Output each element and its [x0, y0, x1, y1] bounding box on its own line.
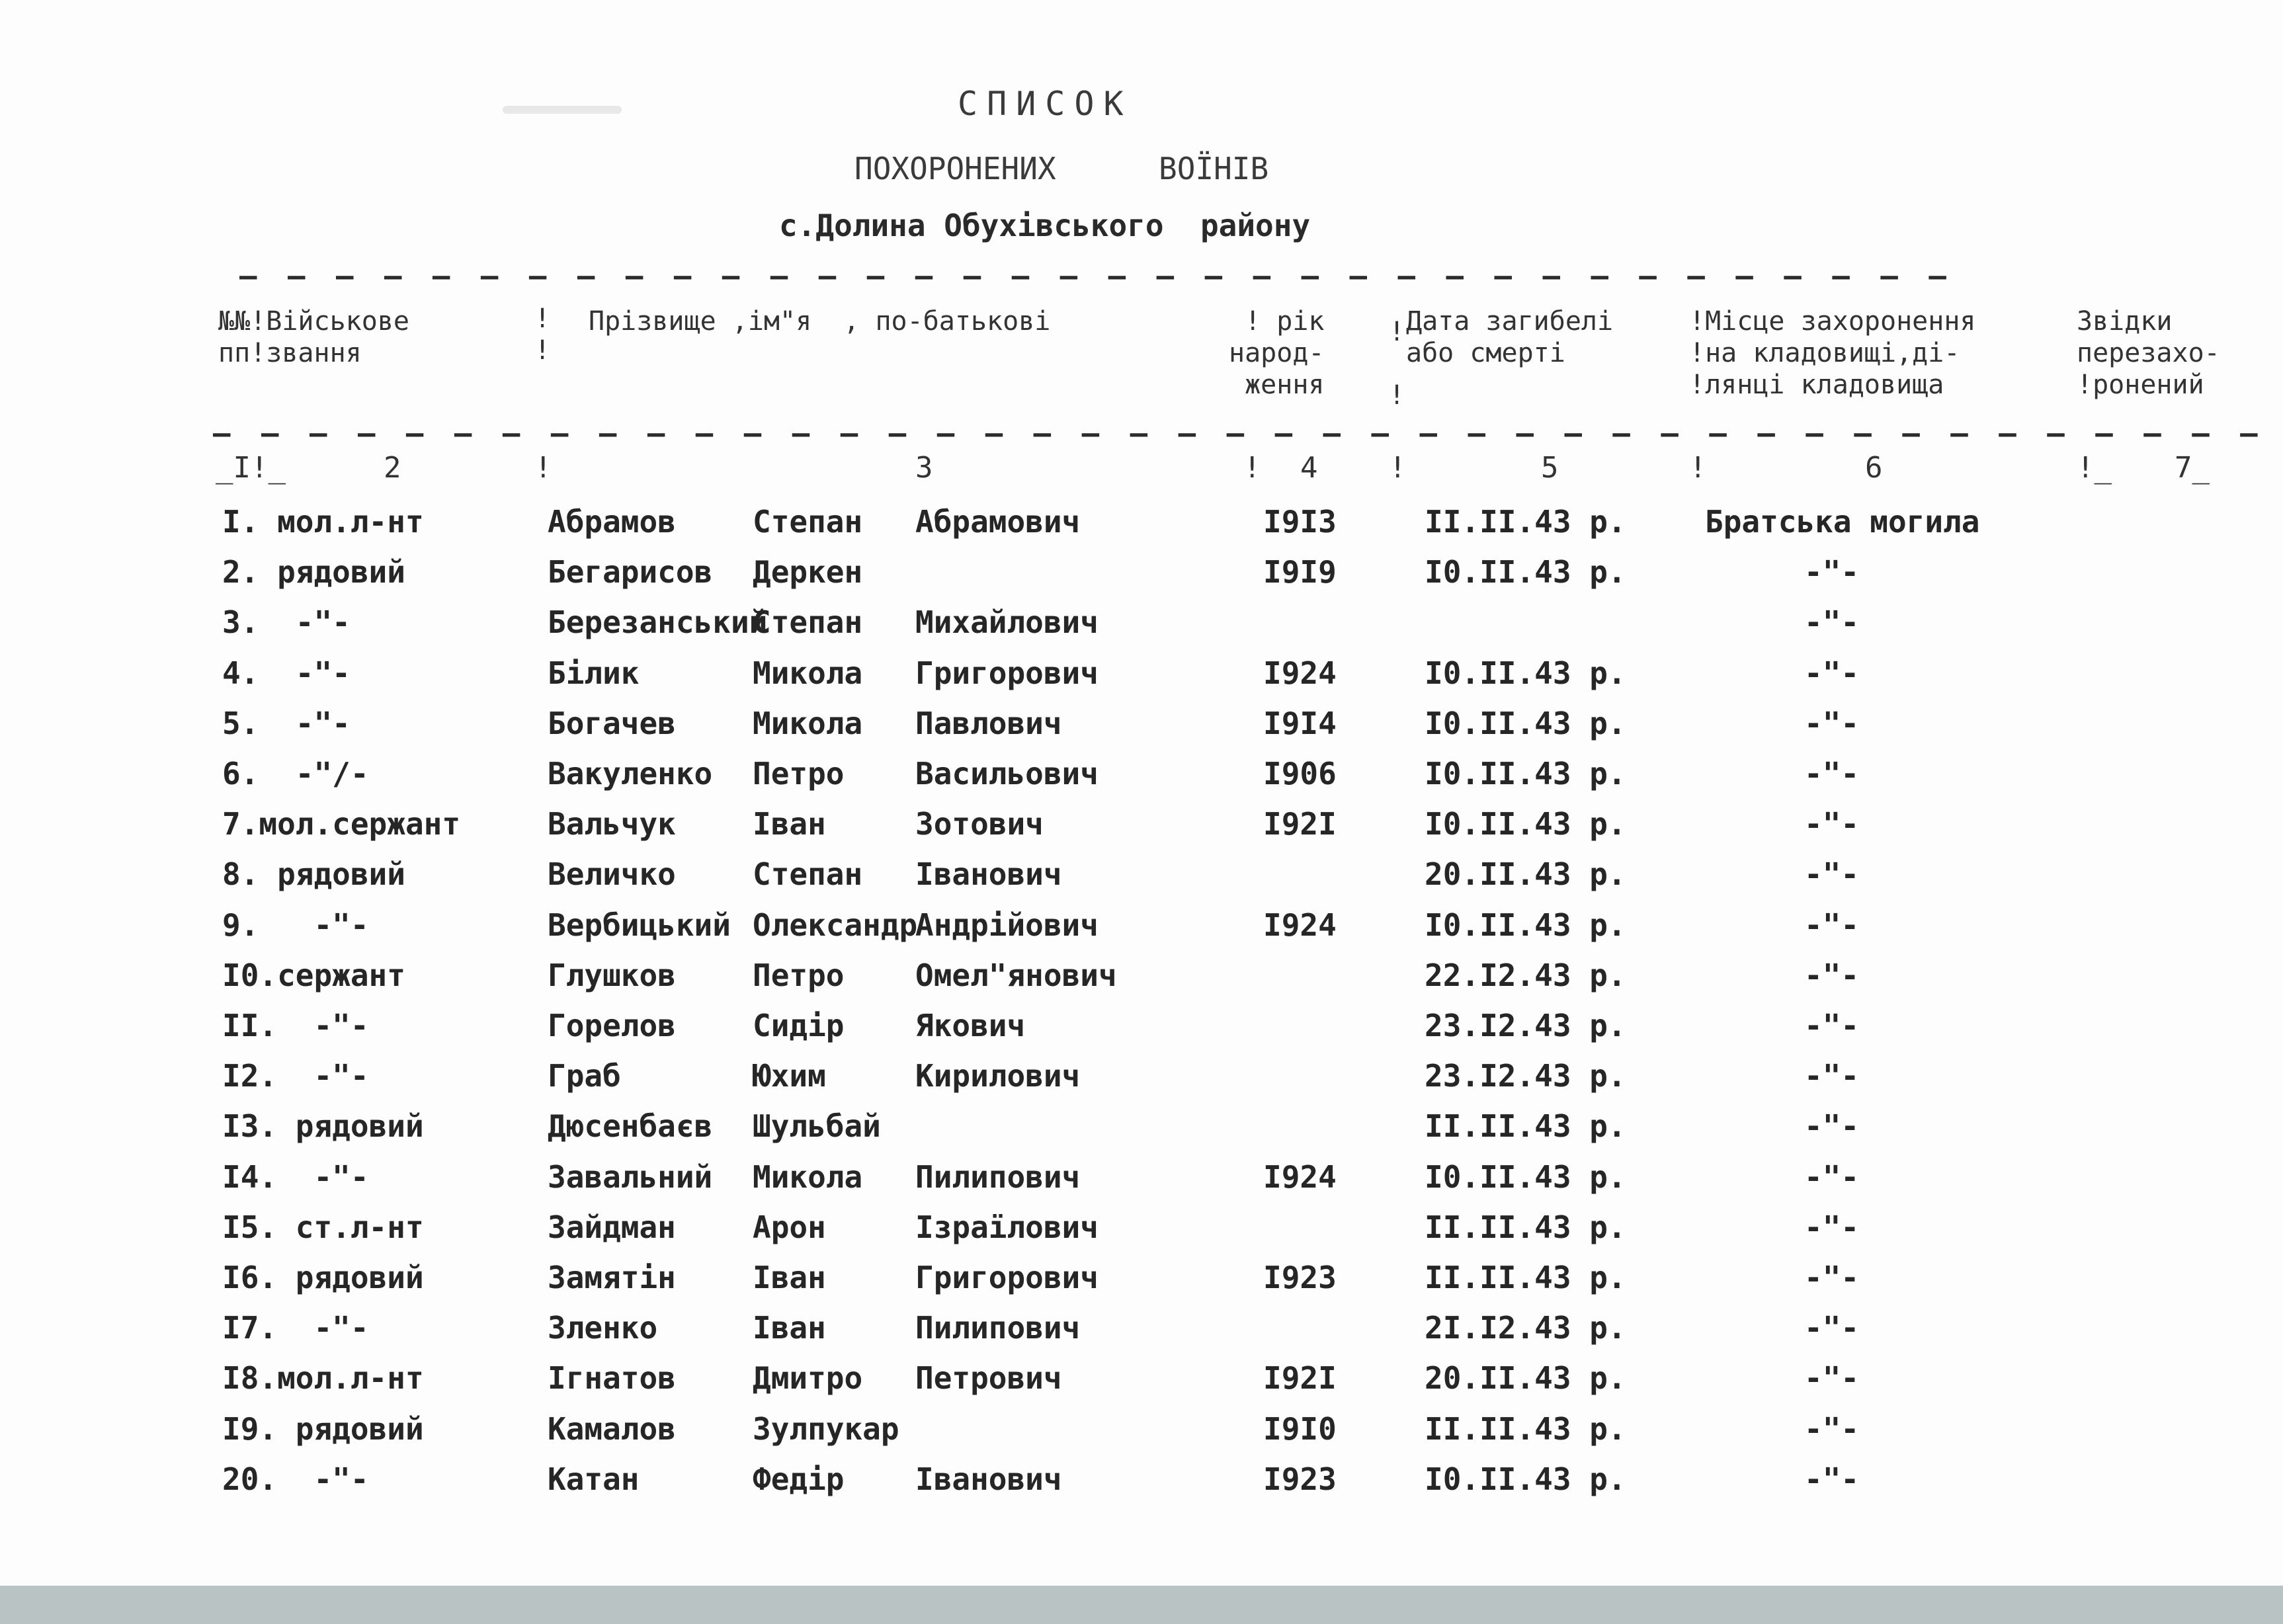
col-number-4: 4 — [1300, 451, 1318, 485]
col-number-5: 5 — [1541, 451, 1559, 485]
row-first-name: Степан — [753, 504, 863, 540]
row-number-rank: 6. -"/- — [222, 756, 369, 792]
row-number-rank: 7.мол.сержант — [222, 806, 461, 842]
row-burial-place: -"- — [1804, 655, 1860, 691]
row-number-rank: 2. рядовий — [222, 554, 405, 590]
header-number-rank: №№!Військове пп!звання — [218, 306, 409, 368]
row-first-name: Степан — [753, 856, 863, 892]
col-number-3: 3 — [915, 451, 933, 485]
row-patronymic: Якович — [915, 1008, 1026, 1043]
row-first-name: Іван — [753, 1310, 826, 1346]
row-first-name: Микола — [753, 706, 863, 741]
row-first-name: Степан — [753, 604, 863, 640]
row-surname: Величко — [548, 856, 676, 892]
row-surname: Вальчук — [548, 806, 676, 842]
row-death-date: II.II.43 р. — [1425, 504, 1626, 540]
row-death-date: I0.II.43 р. — [1425, 756, 1626, 792]
row-death-date: 23.I2.43 р. — [1425, 1058, 1626, 1094]
row-burial-place: -"- — [1804, 1108, 1860, 1144]
header-reburied-from: Звідки перезахо- !ронений — [2077, 306, 2220, 400]
row-burial-place: -"- — [1804, 1209, 1860, 1245]
row-patronymic: Васильович — [915, 756, 1099, 792]
row-burial-place: -"- — [1804, 604, 1860, 640]
row-death-date: 22.I2.43 р. — [1425, 957, 1626, 993]
row-death-date: I0.II.43 р. — [1425, 1461, 1626, 1497]
row-first-name: Шульбай — [753, 1108, 881, 1144]
row-death-date: II.II.43 р. — [1425, 1260, 1626, 1295]
row-death-date: II.II.43 р. — [1425, 1411, 1626, 1447]
col-number-2: 2 — [384, 451, 401, 485]
row-death-date: II.II.43 р. — [1425, 1209, 1626, 1245]
header-separator-1: ! ! — [534, 304, 551, 366]
row-first-name: Дмитро — [753, 1360, 863, 1396]
row-death-date: I0.II.43 р. — [1425, 907, 1626, 943]
row-surname: Глушков — [548, 957, 676, 993]
row-surname: Дюсенбаєв — [548, 1108, 713, 1144]
row-surname: Граб — [548, 1058, 621, 1094]
row-surname: Абрамов — [548, 504, 676, 540]
row-birth-year: I9I3 — [1263, 504, 1337, 540]
row-patronymic: Григорович — [915, 1260, 1099, 1295]
row-surname: Горелов — [548, 1008, 676, 1043]
header-separator-2: ! ! — [1389, 317, 1405, 411]
row-number-rank: I. мол.л-нт — [222, 504, 424, 540]
row-burial-place: -"- — [1804, 1159, 1860, 1195]
row-number-rank: I3. рядовий — [222, 1108, 424, 1144]
row-burial-place: -"- — [1804, 554, 1860, 590]
row-patronymic: Пилипович — [915, 1310, 1081, 1346]
row-first-name: Федір — [753, 1461, 845, 1497]
row-first-name: Деркен — [753, 554, 863, 590]
row-patronymic: Іванович — [915, 856, 1062, 892]
row-number-rank: I5. ст.л-нт — [222, 1209, 424, 1245]
row-death-date: I0.II.43 р. — [1425, 706, 1626, 741]
col-separator-5: ! — [1689, 451, 1707, 485]
row-patronymic: Ізраїлович — [915, 1209, 1099, 1245]
row-death-date: I0.II.43 р. — [1425, 554, 1626, 590]
row-number-rank: 4. -"- — [222, 655, 351, 691]
row-number-rank: 9. -"- — [222, 907, 369, 943]
col-number-7: 7_ — [2175, 451, 2210, 485]
row-death-date: I0.II.43 р. — [1425, 806, 1626, 842]
header-burial-place: !Місце захоронення !на кладовищі,ді- !лянці кладовища — [1689, 306, 1976, 400]
place-line: с.Долина Обухівського району — [779, 208, 1311, 243]
row-surname: Зленко — [548, 1310, 658, 1346]
row-birth-year: I9I4 — [1263, 706, 1337, 741]
row-first-name: Іван — [753, 1260, 826, 1295]
row-surname: Зайдман — [548, 1209, 676, 1245]
scanner-edge — [0, 1586, 2283, 1624]
row-surname: Ігнатов — [548, 1360, 676, 1396]
row-number-rank: 8. рядовий — [222, 856, 405, 892]
row-patronymic: Іванович — [915, 1461, 1062, 1497]
row-death-date: 20.II.43 р. — [1425, 856, 1626, 892]
row-first-name: Олександр — [753, 907, 918, 943]
row-death-date: 2I.I2.43 р. — [1425, 1310, 1626, 1346]
row-death-date: 20.II.43 р. — [1425, 1360, 1626, 1396]
row-number-rank: I0.сержант — [222, 957, 405, 993]
row-burial-place: Братська могила — [1705, 504, 1980, 540]
row-patronymic: Петрович — [915, 1360, 1062, 1396]
row-death-date: I0.II.43 р. — [1425, 1159, 1626, 1195]
col-separator-6: !_ — [2077, 451, 2112, 485]
row-patronymic: Пилипович — [915, 1159, 1081, 1195]
ink-smudge — [503, 106, 622, 114]
header-rule-top: — — — — — — — — — — — — — — — — — — — — — — — — — — — — — — — — — — — — — [239, 259, 1953, 293]
row-number-rank: 5. -"- — [222, 706, 351, 741]
row-surname: Білик — [548, 655, 640, 691]
row-patronymic: Андрійович — [915, 907, 1099, 943]
col-separator-3: ! — [1243, 451, 1261, 485]
row-patronymic: Павлович — [915, 706, 1062, 741]
row-surname: Катан — [548, 1461, 640, 1497]
row-burial-place: -"- — [1804, 756, 1860, 792]
subtitle-left: ПОХОРОНЕНИХ — [854, 151, 1056, 186]
row-death-date: 23.I2.43 р. — [1425, 1008, 1626, 1043]
row-burial-place: -"- — [1804, 957, 1860, 993]
row-birth-year: I924 — [1263, 1159, 1337, 1195]
row-surname: Вакуленко — [548, 756, 713, 792]
row-death-date: II.II.43 р. — [1425, 1108, 1626, 1144]
row-surname: Камалов — [548, 1411, 676, 1447]
row-surname: Бегарисов — [548, 554, 713, 590]
row-burial-place: -"- — [1804, 856, 1860, 892]
row-first-name: Юхим — [753, 1058, 826, 1094]
row-number-rank: I9. рядовий — [222, 1411, 424, 1447]
header-rule-bottom: — — — — — — — — — — — — — — — — — — — — — — — — — — — — — — — — — — — — — — — — — — — — [213, 417, 2264, 450]
header-death-date: Дата загибелі або смерті — [1406, 306, 1614, 368]
row-number-rank: I4. -"- — [222, 1159, 369, 1195]
row-burial-place: -"- — [1804, 1058, 1860, 1094]
row-burial-place: -"- — [1804, 1411, 1860, 1447]
row-birth-year: I92I — [1263, 1360, 1337, 1396]
header-birth-year: ! рік народ- ження — [1229, 306, 1325, 400]
row-death-date: I0.II.43 р. — [1425, 655, 1626, 691]
row-birth-year: I906 — [1263, 756, 1337, 792]
col-separator-2: ! — [534, 451, 552, 485]
row-surname: Вербицький — [548, 907, 731, 943]
row-birth-year: I923 — [1263, 1461, 1337, 1497]
col-separator-4: ! — [1389, 451, 1407, 485]
row-birth-year: I923 — [1263, 1260, 1337, 1295]
col-number-1: _I!_ — [216, 451, 286, 485]
row-number-rank: 20. -"- — [222, 1461, 369, 1497]
row-number-rank: I8.мол.л-нт — [222, 1360, 424, 1396]
row-surname: Богачев — [548, 706, 676, 741]
document-title: СПИСОК — [958, 85, 1133, 123]
row-patronymic: Зотович — [915, 806, 1044, 842]
row-burial-place: -"- — [1804, 1310, 1860, 1346]
row-number-rank: I7. -"- — [222, 1310, 369, 1346]
row-burial-place: -"- — [1804, 1360, 1860, 1396]
row-patronymic: Омел"янович — [915, 957, 1117, 993]
row-birth-year: I9I0 — [1263, 1411, 1337, 1447]
row-number-rank: II. -"- — [222, 1008, 369, 1043]
row-first-name: Петро — [753, 756, 845, 792]
row-patronymic: Кирилович — [915, 1058, 1081, 1094]
subtitle-right: ВОЇНІВ — [1159, 151, 1269, 186]
row-birth-year: I924 — [1263, 655, 1337, 691]
row-burial-place: -"- — [1804, 907, 1860, 943]
row-burial-place: -"- — [1804, 706, 1860, 741]
row-burial-place: -"- — [1804, 806, 1860, 842]
row-surname: Замятін — [548, 1260, 676, 1295]
row-surname: Завальний — [548, 1159, 713, 1195]
row-burial-place: -"- — [1804, 1461, 1860, 1497]
row-patronymic: Абрамович — [915, 504, 1081, 540]
row-patronymic: Михайлович — [915, 604, 1099, 640]
row-first-name: Микола — [753, 655, 863, 691]
row-first-name: Сидір — [753, 1008, 845, 1043]
row-first-name: Микола — [753, 1159, 863, 1195]
row-surname: Березанський — [548, 604, 768, 640]
row-first-name: Зулпукар — [753, 1411, 899, 1447]
header-full-name: Прізвище ,ім"я , по-батькові — [589, 306, 1051, 337]
row-birth-year: I9I9 — [1263, 554, 1337, 590]
row-number-rank: I6. рядовий — [222, 1260, 424, 1295]
row-birth-year: I92I — [1263, 806, 1337, 842]
row-number-rank: 3. -"- — [222, 604, 351, 640]
row-first-name: Іван — [753, 806, 826, 842]
row-number-rank: I2. -"- — [222, 1058, 369, 1094]
row-burial-place: -"- — [1804, 1008, 1860, 1043]
row-first-name: Арон — [753, 1209, 826, 1245]
row-burial-place: -"- — [1804, 1260, 1860, 1295]
col-number-6: 6 — [1865, 451, 1883, 485]
row-first-name: Петро — [753, 957, 845, 993]
row-birth-year: I924 — [1263, 907, 1337, 943]
row-patronymic: Григорович — [915, 655, 1099, 691]
